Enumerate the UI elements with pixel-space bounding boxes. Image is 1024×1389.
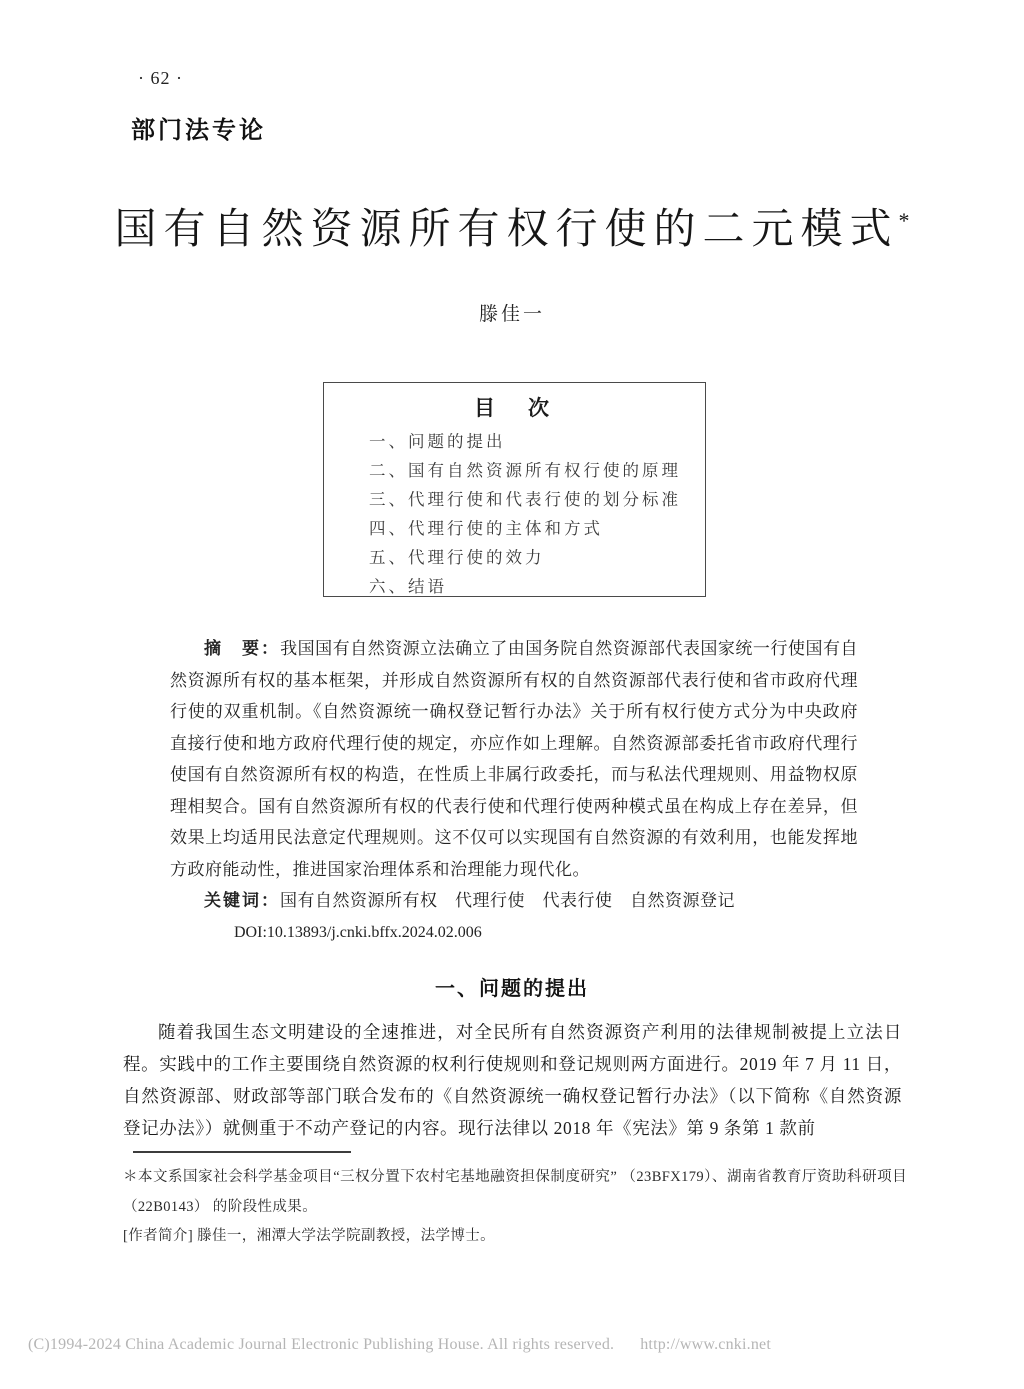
article-author: 滕佳一 bbox=[478, 304, 545, 325]
doi-line bbox=[170, 917, 858, 949]
table-of-contents-box bbox=[323, 382, 706, 597]
doi-text: DOI:10.13893/j.cnki.bffx.2024.02.006 bbox=[234, 923, 482, 941]
footnote-separator bbox=[133, 1151, 351, 1153]
body-text bbox=[123, 1016, 902, 1144]
keywords-text: 国有自然资源所有权 代理行使 代表行使 自然资源登记 bbox=[280, 891, 735, 910]
toc-item: 六、结语 bbox=[369, 577, 447, 596]
footnote-fund: ＊本文系国家社会科学基金项目“三权分置下农村宅基地融资担保制度研究” （23BFX179）、湖南省教育厅资助科研项目（22B0143） 的阶段性成果。 bbox=[123, 1169, 907, 1215]
footnotes bbox=[123, 1163, 907, 1252]
abstract-text: 我国国有自然资源立法确立了由国务院自然资源部代表国家统一行使国有自然资源所有权的基本框架，并形成自然资源所有权的自然资源部代表行使和省市政府代理行使的双重机制。《自然资源统一确权登记暂行办法》关于所有权行使方式分为中央政府直接行使和地方政府代理行使的规定，亦应作如上理解。自然资源部委托省市政府代理行使国有自然资源所有权的构造，在性质上非属行政委托，而与私法代理规则、用益物权原理相契合。国有自然资源所有权的代表行使和代理行使两种模式虽在构成上存在差异，但效果上均适用民法意定代理规则。这不仅可以实现国有自然资源的有效利用，也能发挥地方政府能动性，推进国家治理体系和治理能力现代化。 bbox=[170, 639, 859, 879]
body-paragraph-1: 随着我国生态文明建设的全速推进，对全民所有自然资源资产利用的法律规制被提上立法日程。实践中的工作主要围绕自然资源的权利行使规则和登记规则两方面进行。2019 年 7 月 11 日，自然资源部、财政部等部门联合发布的《自然资源统一确权登记暂行办法》（以下简称《自然资源登记办法》）就侧重于不动产登记的内容。现行法律以 2018 年《宪法》第 9 条第 1 款前 bbox=[123, 1022, 902, 1138]
article-title-text: 国有自然资源所有权行使的二元模式 bbox=[114, 207, 899, 253]
toc-item: 四、代理行使的主体和方式 bbox=[369, 519, 603, 538]
footnote-author-bio: [作者简介] 滕佳一，湘潭大学法学院副教授，法学博士。 bbox=[123, 1228, 496, 1244]
toc-list bbox=[324, 427, 705, 601]
copyright-footer bbox=[28, 1336, 1008, 1354]
section-heading-1: 一、问题的提出 bbox=[435, 978, 589, 1000]
toc-item: 一、问题的提出 bbox=[369, 432, 506, 451]
abstract-label: 摘 要： bbox=[204, 639, 281, 658]
keywords-label: 关键词： bbox=[204, 891, 280, 910]
abstract-block bbox=[170, 633, 858, 948]
footer-copyright-text: (C)1994-2024 China Academic Journal Electronic Publishing House. All rights reserved. bbox=[28, 1336, 615, 1353]
footer-url: http://www.cnki.net bbox=[640, 1336, 771, 1353]
toc-title: 目 次 bbox=[474, 396, 555, 420]
article-title bbox=[0, 196, 1024, 256]
abstract-paragraph bbox=[170, 633, 858, 885]
title-footnote-marker: * bbox=[898, 208, 910, 233]
toc-item: 五、代理行使的效力 bbox=[369, 548, 545, 567]
page-number: · 62 · bbox=[138, 68, 183, 88]
toc-item: 三、代理行使和代表行使的划分标准 bbox=[369, 490, 681, 509]
column-section-label: 部门法专论 bbox=[131, 118, 266, 144]
toc-item: 二、国有自然资源所有权行使的原理 bbox=[369, 461, 681, 480]
keywords-line bbox=[170, 885, 858, 917]
